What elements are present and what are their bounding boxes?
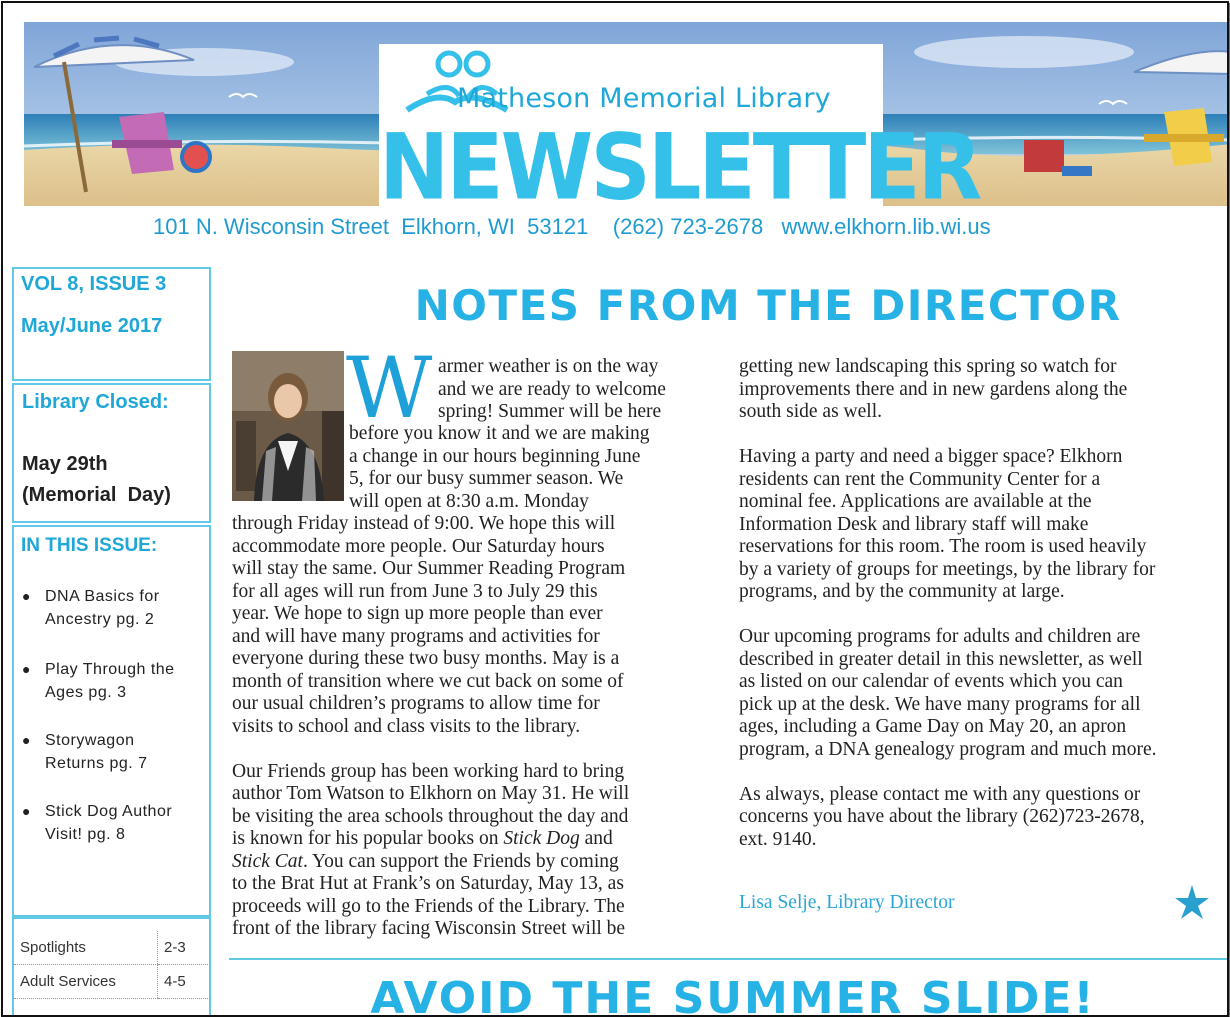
volume-issue: VOL 8, ISSUE 3 bbox=[21, 273, 167, 295]
director-photo bbox=[232, 351, 344, 501]
issue-date: May/June 2017 bbox=[21, 315, 163, 337]
column-1-text-and: and bbox=[579, 828, 613, 849]
issue-item-label: Storywagon Returns pg. 7 bbox=[45, 732, 148, 772]
book-title-stick-cat: Stick Cat bbox=[232, 850, 303, 872]
closed-heading: Library Closed: bbox=[22, 391, 169, 413]
bullet-icon: ● bbox=[22, 588, 31, 604]
contents-pages: 2-3 bbox=[158, 931, 211, 965]
closed-date: May 29th bbox=[22, 453, 108, 475]
in-this-issue-heading: IN THIS ISSUE: bbox=[21, 535, 158, 556]
issue-item-label: DNA Basics for Ancestry pg. 2 bbox=[45, 588, 160, 628]
article-headline: NOTES FROM THE DIRECTOR bbox=[414, 281, 1122, 330]
column-1-wrap: before you know it and we are making a change in our hours beginning June 5, for our busy summer season. We will open at 8:30 a.m. Monday bbox=[349, 423, 650, 512]
contents-section: Spotlights bbox=[14, 931, 158, 965]
issue-box bbox=[12, 267, 211, 381]
starfish-icon bbox=[1173, 883, 1211, 921]
book-title-stick-dog: Stick Dog bbox=[503, 828, 580, 849]
library-address: 101 N. Wisconsin Street Elkhorn, WI 53121 (262) 723-2678 www.elkhorn.lib.wi.us bbox=[153, 214, 991, 239]
section-divider bbox=[229, 958, 1229, 960]
beach-banner bbox=[24, 22, 1229, 206]
in-this-issue-box bbox=[12, 525, 211, 917]
list-item bbox=[22, 729, 202, 775]
list-item bbox=[22, 800, 202, 846]
table-row bbox=[14, 931, 210, 965]
column-1-text-a: through Friday instead of 9:00. We hope this will accommodate more people. Our Saturday hours will stay the same. Our Summer Reading Program for all ages will run from June 3 to July 29 this year. We hope to sign up more people than ever and will have many programs and activities for everyone during these two busy months. May is a month of transition where we cut back on some of our usual children’s programs to allow time for visits to school and class visits to the library. Our Friends group has been working hard to bring author Tom Watson to Elkhorn on May 31. He will be visiting the area schools throughout the day and is known for his popular books on bbox=[232, 513, 630, 849]
column-1-intro: armer weather is on the way and we are ready to welcome spring! Summer will be here bbox=[438, 356, 666, 422]
column-1-body bbox=[232, 513, 629, 941]
logo-library-name: Matheson Memorial Library bbox=[457, 83, 831, 114]
table-row bbox=[14, 965, 210, 999]
issue-item-label: Play Through the Ages pg. 3 bbox=[45, 661, 175, 701]
contents-table bbox=[14, 931, 210, 999]
closing-box bbox=[12, 383, 211, 523]
closed-note: (Memorial Day) bbox=[22, 484, 171, 506]
issue-item-label: Stick Dog Author Visit! pg. 8 bbox=[45, 803, 173, 843]
library-logo bbox=[379, 44, 980, 206]
drop-cap: W bbox=[346, 339, 433, 437]
director-signature: Lisa Selje, Library Director bbox=[739, 892, 955, 913]
bullet-icon: ● bbox=[22, 661, 31, 677]
list-item bbox=[22, 658, 202, 704]
newsletter-page bbox=[1, 1, 1229, 1017]
column-1-text-b: . You can support the Friends by coming to the Brat Hut at Frank’s on Saturday, May 13, as proceeds will go to the Friends of the Library. The front of the library facing Wisconsin Street will be bbox=[232, 850, 626, 939]
contents-box bbox=[12, 917, 211, 1017]
column-2-body: getting new landscaping this spring so watch for improvements there and in new gardens along the south side as well. Having a party and need a bigger space? Elkhorn residents can rent the Community Center for a nominal fee. Applications are available at the Information Desk and library staff will make reservations for this room. The room is used heavily by a variety of groups for meetings, by the library for programs, and by the community at large. Our upcoming programs for adults and children are described in greater detail in this newsletter, as well as listed on our calendar of events which you can pick up at the desk. We have many programs for all ages, including a Game Day on May 20, an apron program, a DNA genealogy program and much more. As always, please contact me with any questions or concerns you have about the library (262)723-2678, ext. 9140. bbox=[739, 356, 1157, 850]
bullet-icon: ● bbox=[22, 803, 31, 819]
logo-newsletter-word: NEWSLETTER bbox=[379, 114, 980, 206]
contents-section: Adult Services bbox=[14, 965, 158, 999]
contents-pages: 4-5 bbox=[158, 965, 211, 999]
list-item bbox=[22, 585, 202, 631]
next-article-headline: AVOID THE SUMMER SLIDE! bbox=[370, 973, 1096, 1017]
bullet-icon: ● bbox=[22, 732, 31, 748]
